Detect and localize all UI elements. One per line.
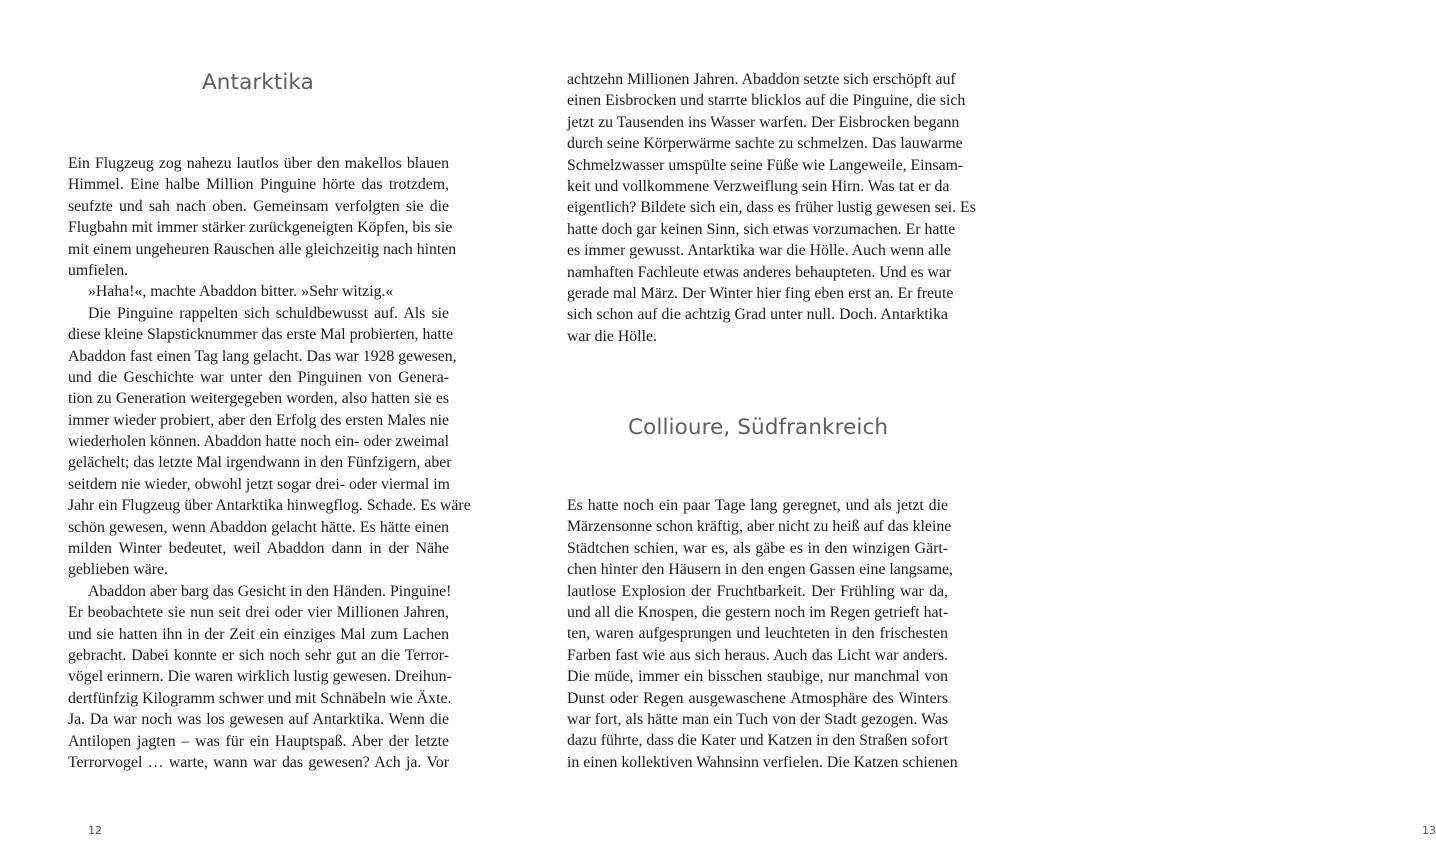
text-line: vögel erinnern. Die waren wirklich lustig gewesen. Dreihun-: [68, 668, 452, 686]
text-line: seitdem nie wieder, obwohl jetzt sogar drei- oder viermal im: [68, 475, 450, 493]
text-line: jetzt zu Tausenden ins Wasser warfen. Der Eisbrocken begann: [567, 113, 960, 131]
text-line: Jahr ein Flugzeug über Antarktika hinwegflog. Schade. Es wäre: [68, 497, 471, 515]
text-line: »Haha!«, machte Abaddon bitter. »Sehr witzig.«: [88, 283, 394, 301]
text-line: gebracht. Dabei konnte er sich noch sehr gut an die Terror-: [68, 646, 449, 664]
text-line: gerade mal März. Der Winter hier fing eben erst an. Er freute: [567, 284, 954, 302]
text-line: Farben fast wie aus sich heraus. Auch das Licht war anders.: [567, 646, 948, 664]
text-line: Die Pinguine rappelten sich schuldbewusst auf. Als sie: [88, 304, 449, 322]
text-line: Ein Flugzeug zog nahezu lautlos über den makellos blauen: [68, 155, 449, 172]
text-line: schön gewesen, wenn Abaddon gelacht hätte. Es hätte einen: [68, 518, 449, 536]
text-line: Terrorvogel … warte, wann war das gewesen? Ach ja. Vor: [68, 753, 449, 771]
text-line: Märzensonne schon kräftig, aber nicht zu heiß auf das kleine: [567, 518, 952, 536]
text-line: war fort, als hätte man ein Tuch von der Stadt gezogen. Was: [567, 710, 948, 728]
text-line: tion zu Generation weitergegeben worden, also hatten sie es: [68, 390, 449, 408]
chapter-text: [68, 153, 471, 773]
text-line: war die Hölle.: [567, 327, 657, 345]
text-line: Antilopen jagten – was für ein Hauptspaß. Aber der letzte: [68, 732, 449, 750]
text-line: in einen kollektiven Wahnsinn verfielen. Die Katzen schienen: [567, 753, 958, 771]
text-line: milden Winter bedeutet, weil Abaddon dann in der Nähe: [68, 540, 449, 558]
text-line: chen hinter den Häusern in den engen Gassen eine langsame,: [567, 561, 954, 579]
text-line: keit und vollkommene Verzweiflung sein Hirn. Was tat er da: [567, 177, 950, 195]
chapter-title: Collioure, Südfrankreich: [628, 415, 889, 440]
text-line: Schmelzwasser umspülte seine Füße wie Langeweile, Einsam-: [567, 156, 964, 174]
right-page: [510, 0, 1436, 868]
chapter-text: [567, 495, 958, 773]
text-line: eigentlich? Bildete sich ein, dass es früher lustig gewesen sei. Es: [567, 199, 976, 217]
text-line: wiederholen können. Abaddon hatte noch ein- oder zweimal: [68, 433, 449, 451]
text-line: einen Eisbrocken und starrte blicklos auf die Pinguine, die sich: [567, 92, 966, 110]
text-line: Himmel. Eine halbe Million Pinguine hörte das trotzdem,: [68, 176, 449, 194]
text-line: Die müde, immer ein bisschen staubige, nur manchmal von: [567, 668, 948, 686]
text-line: lautlose Explosion der Fruchtbarkeit. Der Frühling war da,: [567, 582, 948, 600]
text-line: immer wieder probiert, aber den Erfolg des ersten Males nie: [68, 411, 449, 429]
text-line: Dunst oder Regen ausgewaschene Atmosphäre des Winters: [567, 689, 948, 707]
text-line: namhaften Fachleute etwas anderes behaupteten. Und es war: [567, 263, 952, 281]
continued-chapter-text: [567, 69, 976, 347]
text-line: Flugbahn mit immer stärker zurückgeneigten Köpfen, bis sie: [68, 219, 453, 237]
text-line: Es hatte noch ein paar Tage lang geregnet, und als jetzt die: [567, 497, 948, 514]
text-line: diese kleine Slapsticknummer das erste Mal probierten, hatte: [68, 326, 454, 344]
text-line: es immer gewusst. Antarktika war die Hölle. Auch wenn alle: [567, 242, 951, 260]
text-line: und die Geschichte war unter den Pinguinen von Genera-: [68, 368, 449, 386]
text-line: ten, waren aufgesprungen und leuchteten in den frischesten: [567, 625, 948, 643]
chapter-title: Antarktika: [202, 70, 314, 95]
text-line: Städtchen schien, war es, als gäbe es in den winzigen Gärt-: [567, 539, 948, 557]
text-line: Abaddon fast einen Tag lang gelacht. Das war 1928 gewesen,: [68, 347, 457, 365]
text-line: Ja. Da war noch was los gewesen auf Antarktika. Wenn die: [68, 711, 449, 729]
text-line: Er beobachtete sie nun seit drei oder vier Millionen Jahren,: [68, 604, 449, 622]
text-line: dertfünfzig Kilogramm schwer und mit Schnäbeln wie Äxte.: [68, 689, 452, 707]
left-page: [0, 0, 510, 868]
text-line: sich schon auf die achtzig Grad unter null. Doch. Antarktika: [567, 306, 948, 324]
text-line: achtzehn Millionen Jahren. Abaddon setzte sich erschöpft auf: [567, 71, 956, 88]
text-line: mit einem ungeheuren Rauschen alle gleichzeitig nach hinten: [68, 240, 457, 258]
text-line: und all die Knospen, die gestern noch im Regen getrieft hat-: [567, 603, 949, 621]
text-line: und sie hatten ihn in der Zeit ein einziges Mal zum Lachen: [68, 625, 449, 643]
text-line: gelächelt; das letzte Mal irgendwann in den Fünfzigern, aber: [68, 454, 452, 472]
page-number: 12: [88, 824, 102, 837]
text-line: seufzte und sah nach oben. Gemeinsam verfolgten sie die: [68, 197, 449, 215]
text-line: umfielen.: [68, 261, 129, 279]
text-line: geblieben wäre.: [68, 561, 168, 579]
text-line: hatte doch gar keinen Sinn, sich etwas vorzumachen. Er hatte: [567, 220, 956, 238]
page-number: 13: [1422, 824, 1436, 837]
text-line: Abaddon aber barg das Gesicht in den Händen. Pinguine!: [88, 582, 452, 600]
text-line: durch seine Körperwärme sachte zu schmelzen. Das lauwarme: [567, 135, 963, 153]
text-line: dazu führte, dass die Kater und Katzen in den Straßen sofort: [567, 732, 949, 750]
